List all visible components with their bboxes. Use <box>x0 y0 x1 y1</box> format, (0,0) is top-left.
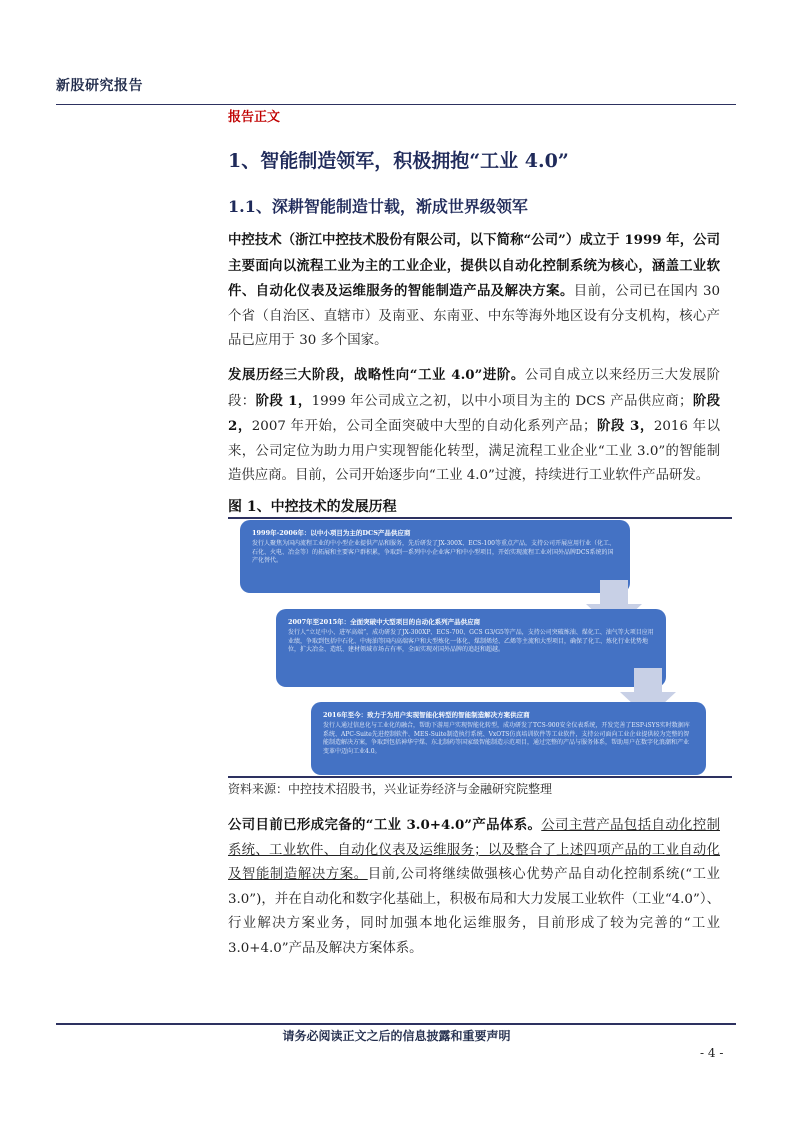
stage-1-label: 阶段 1， <box>255 392 312 409</box>
stage-box-1 <box>240 520 630 593</box>
paragraph-bold-lead: 公司目前已形成完备的“工业 3.0+4.0”产品体系。 <box>228 817 542 833</box>
paragraph-text: 公司自成立以来经历三大发展阶段： <box>228 368 720 409</box>
stage-3-label: 阶段 3， <box>596 418 654 434</box>
footer-disclaimer: 请务必阅读正文之后的信息披露和重要声明 <box>282 1029 511 1043</box>
paragraph-text: 目前，公司已在国内 30 个省（自治区、直辖市）及南亚、东南亚、中东等海外地区设有分支机构，核心产品已应用于 30 多个国家。 <box>228 284 720 348</box>
report-type-header: 新股研究报告 <box>56 78 143 94</box>
stage-box-title: 2007年至2015年：全面突破中大型项目的自动化系列产品供应商 <box>288 618 481 626</box>
figure-source: 资料来源：中控技术招股书，兴业证券经济与金融研究院整理 <box>228 782 553 796</box>
section-tag: 报告正文 <box>228 110 281 125</box>
figure-title: 图 1、中控技术的发展历程 <box>228 499 397 515</box>
footer-divider <box>56 1023 736 1025</box>
paragraph-underlined-text: 公司主营产品包括自动化控制系统、工业软件、自动化仪表及运维服务；以及整合了上述四项产品的工业自动化及智能制造解决方案。 <box>228 818 720 882</box>
stage-box-title: 1999年-2006年：以中小项目为主的DCS产品供应商 <box>252 529 411 537</box>
paragraph-text: 2007 年开始，公司全面突破中大型的自动化系列产品； <box>251 419 597 434</box>
stage-box-3 <box>311 702 706 775</box>
page-number: - 4 - <box>700 1046 724 1060</box>
paragraph-text: 1999 年公司成立之初，以中小项目为主的 DCS 产品供应商； <box>311 393 693 409</box>
paragraph-company-intro <box>228 228 720 354</box>
stage-box-body: 发行人聚焦为国内流程工业的中小型企业提供产品和服务，先后研发了JX-300X、ECS-100等重点产品，支持公司开展应用行业（化工、石化、火电、冶金等）的拓展和主要客户群积累，争取到一系列中小企业客户和中小型项目，开始实现流程工业对国外品牌DCS系统的国产化替代。 <box>252 540 615 565</box>
stage-box-2 <box>276 609 666 687</box>
paragraph-development-stages <box>228 363 720 489</box>
paragraph-bold-lead: 中控技术（浙江中控技术股份有限公司，以下简称“公司”）成立于 1999 年，公司主要面向以流程工业为主的工业企业，提供以自动化控制系统为核心，涵盖工业软件、自动化仪表及运维服务的智能制造产品及解决方案。 <box>228 232 720 299</box>
paragraph-bold-lead: 发展历经三大阶段，战略性向“工业 4.0”进阶。 <box>228 367 525 383</box>
paragraph-text: 2016 年以来，公司定位为助力用户实现智能化转型，满足流程工业企业“工业 3.0”的智能制造供应商。目前，公司开始逐步向“工业 4.0”过渡，持续进行工业软件产品研发。 <box>228 419 720 483</box>
figure-bottom-rule <box>228 776 732 778</box>
header-divider <box>56 104 736 105</box>
paragraph-text: 目前,公司将继续做强核心优势产品自动化控制系统(“工业 3.0”)，并在自动化和数字化基础上，积极布局和大力发展工业软件（工业“4.0”）、行业解决方案业务，同时加强本地化运维服务，目前形成了较为完善的“工业 3.0+4.0”产品及解决方案体系。 <box>228 867 720 956</box>
stage-box-body: 发行人通过信息化与工业化的融合，帮助下游用户实现智能化转型，成功研发了TCS-900安全仪表系统，开发完善了ESP-iSYS实时数据库系统、APC-Suite先进控制软件、MES-Suite制造执行系统、VxOTS仿真培训软件等工业软件，支持公司面向工业企业提供较为完整的智能制造解决方案，争取到包括神华宁煤、东北制药等国家级智能制造示范项目，通过完整的产品与服务体系，帮助用户在数字化浪潮和产业变革中迈向工业4.0。 <box>323 722 690 755</box>
heading-level-2: 1.1、深耕智能制造廿载，渐成世界级领军 <box>228 197 528 216</box>
stage-2-label: 阶段 2， <box>228 392 721 434</box>
heading-level-1: 1、智能制造领军，积极拥抱“工业 4.0” <box>228 150 569 172</box>
stage-box-title: 2016年至今：致力于为用户实现智能化转型的智能制造解决方案供应商 <box>323 711 530 719</box>
figure-top-rule <box>228 517 732 519</box>
stage-box-body: 发行人“立足中小、进军高端”，成功研发了JX-300XP、ECS-700、GCS G3/G5等产品，支持公司突破炼油、煤化工、油气等大项目应用业绩，争取到包括中石化、中海油等国内高端客户和大型炼化一体化、煤制烯烃、乙烯等主流和大型项目，确保了化工、炼化行业优势地位，扩大冶金、造纸、建材领域市场占有率，全面实现对国外品牌的追赶和超越。 <box>288 629 654 654</box>
paragraph-product-system <box>228 813 720 961</box>
